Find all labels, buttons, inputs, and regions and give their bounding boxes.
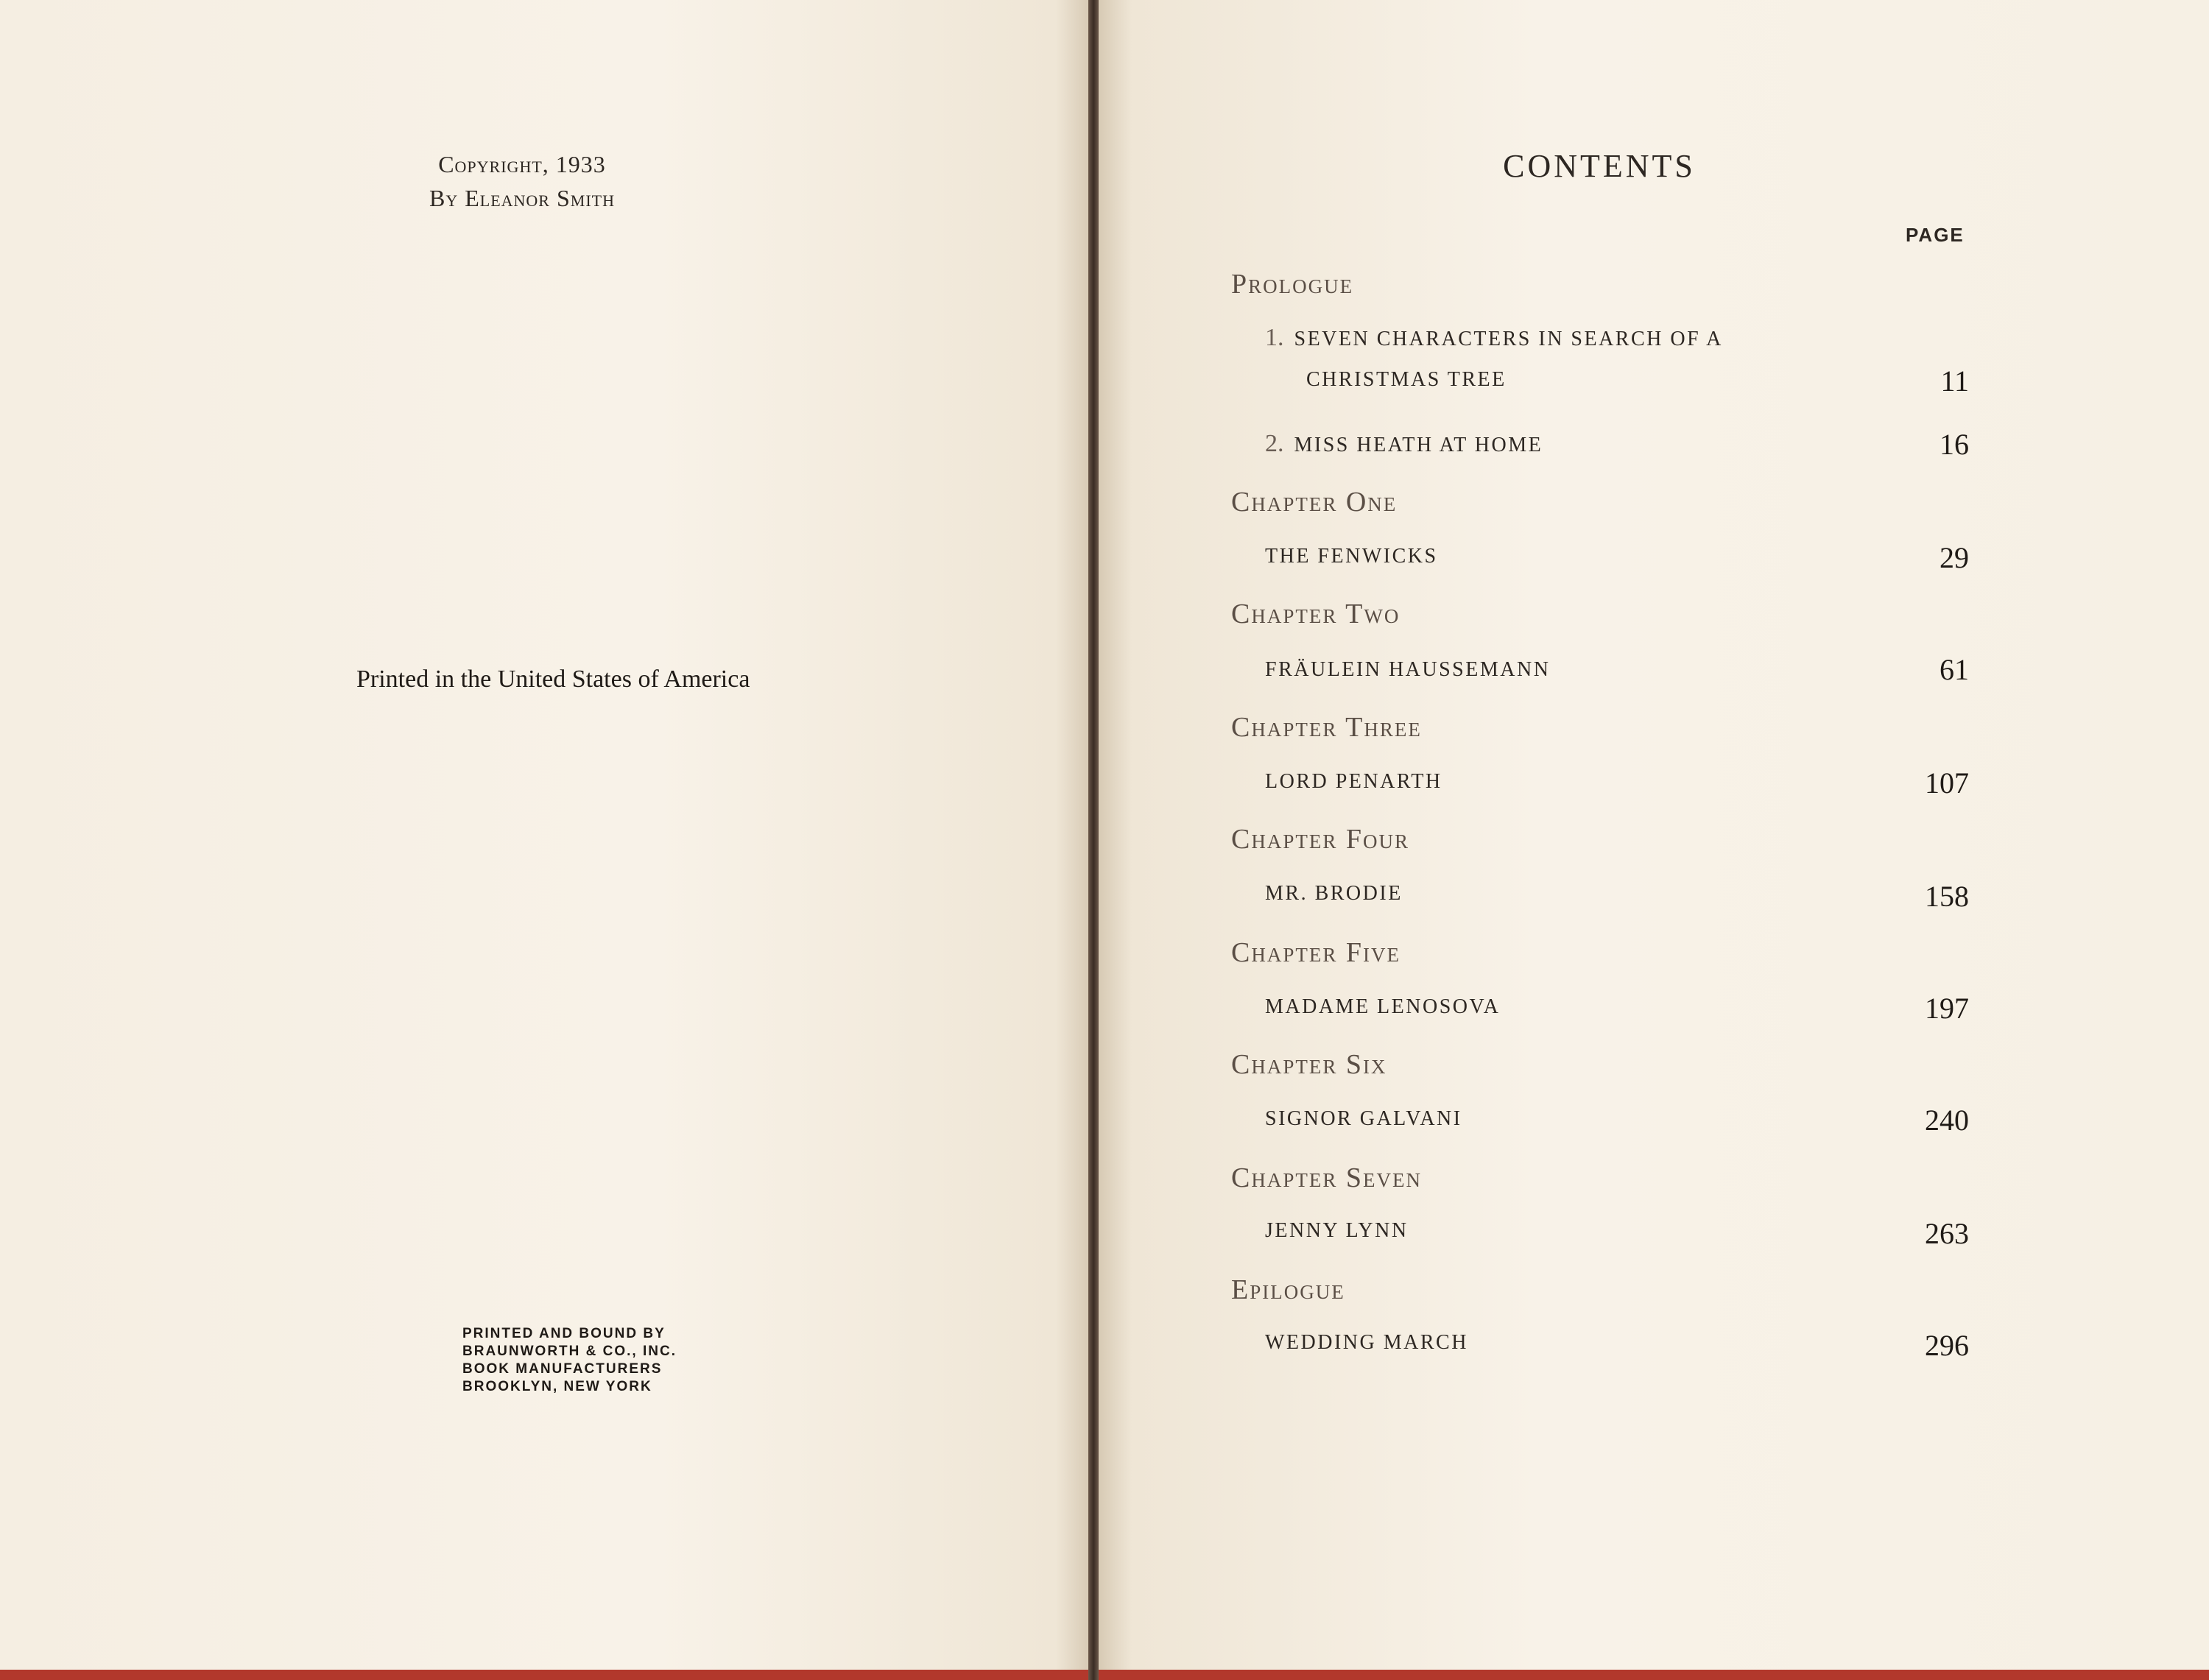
section-heading-chapter-three: Chapter Three	[1231, 712, 1422, 743]
page-number: 107	[1925, 766, 1969, 800]
printer-line: PRINTED AND BOUND BY	[462, 1326, 666, 1341]
book-edge	[0, 1670, 1088, 1680]
printer-line: BRAUNWORTH & CO., INC.	[462, 1344, 677, 1359]
page-number: 240	[1925, 1104, 1969, 1137]
section-heading-chapter-five: Chapter Five	[1231, 937, 1401, 968]
entry-title: MR. BRODIE	[1265, 882, 1403, 905]
toc-entry	[1265, 430, 1543, 458]
section-heading-chapter-two: Chapter Two	[1231, 599, 1401, 629]
book-edge	[1099, 1670, 2209, 1680]
entry-title: SEVEN CHARACTERS IN SEARCH OF A	[1294, 328, 1723, 350]
entry-title: SIGNOR GALVANI	[1265, 1107, 1462, 1130]
page-number: 16	[1940, 428, 1969, 461]
page-number: 197	[1925, 992, 1969, 1025]
entry-number: 1.	[1265, 324, 1284, 351]
page-number: 263	[1925, 1217, 1969, 1250]
toc-entry	[1265, 324, 1723, 352]
entry-title: MISS HEATH AT HOME	[1294, 434, 1543, 456]
entry-number: 2.	[1265, 430, 1284, 457]
page-number: 11	[1940, 364, 1969, 398]
entry-title: FRÄULEIN HAUSSEMANN	[1265, 658, 1551, 681]
section-heading-epilogue: Epilogue	[1231, 1274, 1345, 1305]
page-number: 296	[1925, 1329, 1969, 1362]
page-number: 61	[1940, 653, 1969, 686]
entry-title: WEDDING MARCH	[1265, 1331, 1468, 1354]
entry-title: LORD PENARTH	[1265, 770, 1442, 793]
section-heading-chapter-one: Chapter One	[1231, 487, 1398, 518]
entry-title: MADAME LENOSOVA	[1265, 995, 1501, 1018]
section-heading-prologue: Prologue	[1231, 269, 1354, 300]
toc-entry-continuation: CHRISTMAS TREE	[1306, 368, 1507, 391]
contents-title: CONTENTS	[1503, 148, 1696, 184]
section-heading-chapter-seven: Chapter Seven	[1231, 1162, 1422, 1193]
page-number: 29	[1940, 541, 1969, 574]
printer-line: BROOKLYN, NEW YORK	[462, 1379, 652, 1394]
section-heading-chapter-six: Chapter Six	[1231, 1049, 1387, 1080]
page-column-heading: PAGE	[1906, 224, 1965, 246]
copyright-block	[0, 147, 1088, 215]
entry-title: THE FENWICKS	[1265, 545, 1438, 568]
printed-in-line: Printed in the United States of America	[356, 666, 750, 693]
book-gutter	[1088, 0, 1099, 1680]
printer-imprint	[462, 1325, 677, 1396]
printer-line: BOOK MANUFACTURERS	[462, 1361, 663, 1377]
author-line: By Eleanor Smith	[429, 185, 615, 211]
section-heading-chapter-four: Chapter Four	[1231, 824, 1409, 855]
copyright-line: Copyright, 1933	[438, 151, 606, 177]
page-number: 158	[1925, 880, 1969, 913]
entry-title: JENNY LYNN	[1265, 1219, 1409, 1242]
left-page	[0, 0, 1088, 1680]
